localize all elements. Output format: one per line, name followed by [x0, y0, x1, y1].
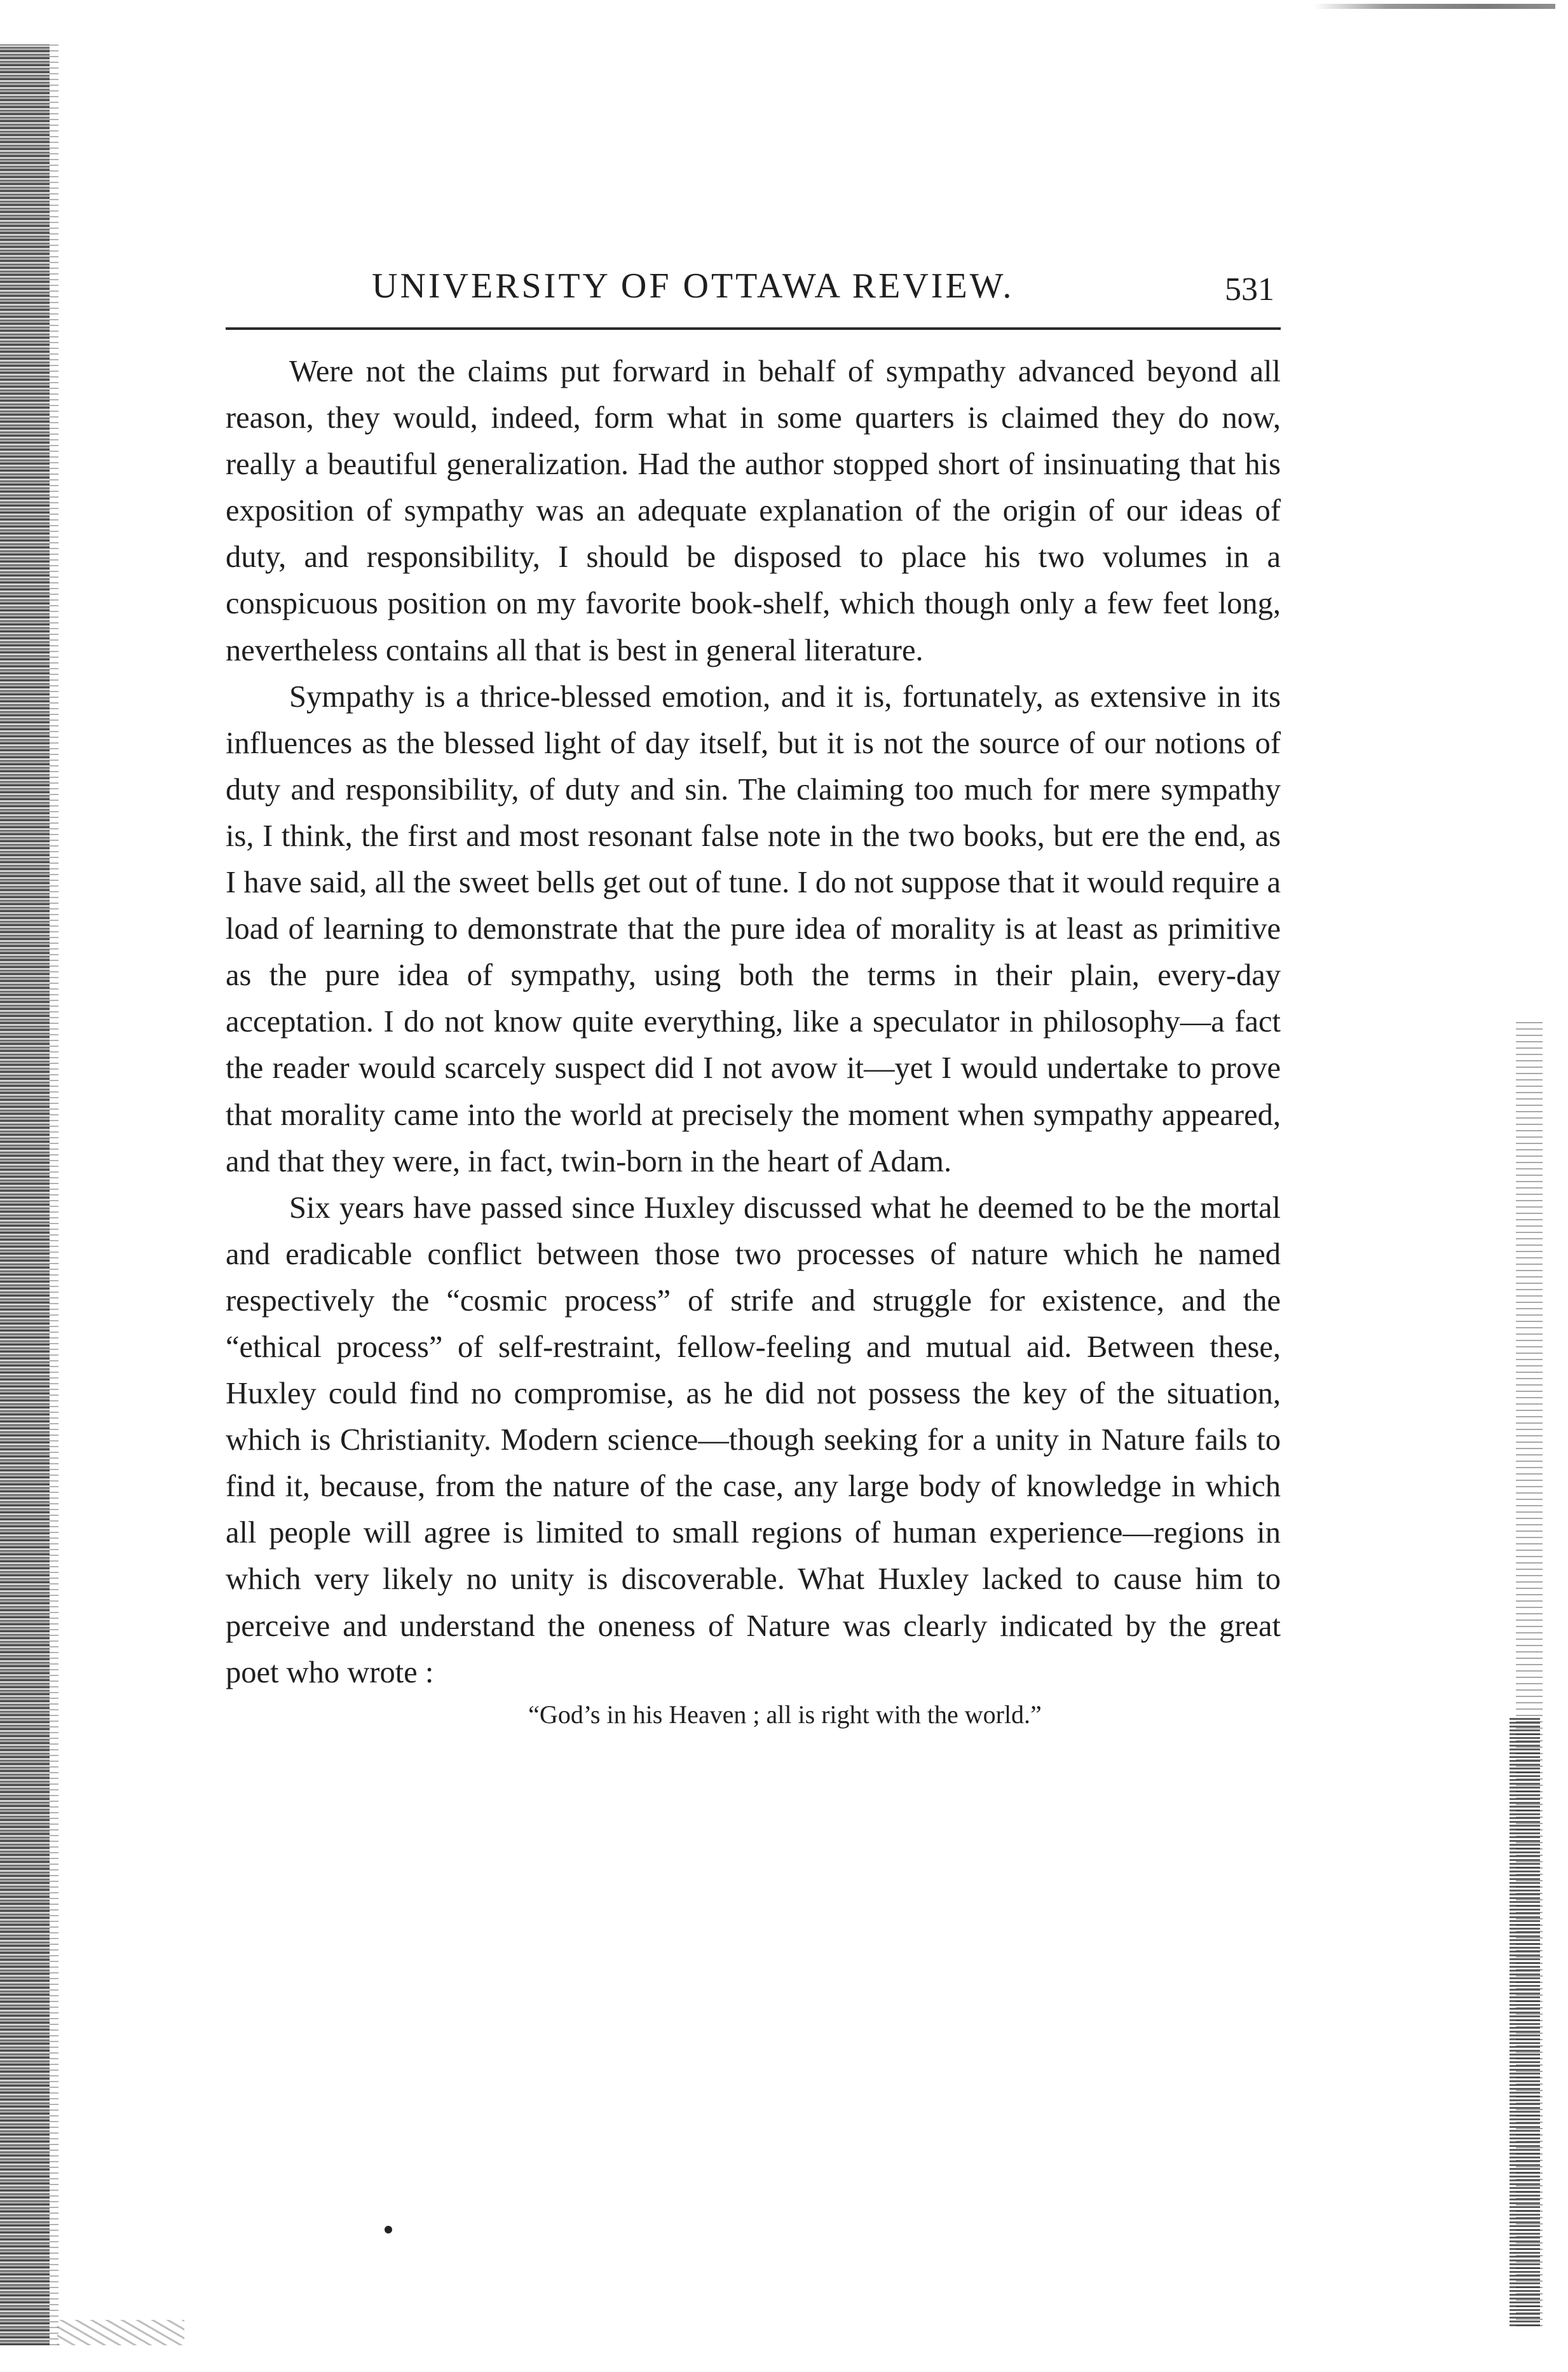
body-text: [226, 348, 1281, 1734]
paragraph-1: Were not the claims put forward in behalf of sympathy advanced beyond all reason, they would, indeed, form what in some quarters is claimed they do now, really a beautiful generalization. Had the author stopped short of insinuating that his exposition of sympathy was an adequate explanation of the origin of our ideas of duty, and responsibility, I should be disposed to place his two volumes in a conspicuous position on my favorite book-shelf, which though only a few feet long, nevertheless contains all that is best in general literature.: [226, 355, 1281, 667]
paragraph-3: Six years have passed since Huxley discussed what he deemed to be the mortal and eradicable conflict between those two processes of nature which he named respectively the “cosmic process” of strife and struggle for existence, and the “ethical process” of self-restraint, fellow-feeling and mutual aid. Between these, Huxley could find no compromise, as he did not possess the key of the situation, which is Christianity. Modern science—though seeking for a unity in Nature fails to find it, because, from the nature of the case, any large body of knowledge in which all people will agree is limited to small regions of human experience—regions in which very likely no unity is discoverable. What Huxley lacked to cause him to perceive and understand the oneness of Nature was clearly indicated by the great poet who wrote :: [226, 1190, 1281, 1689]
journal-title: UNIVERSITY OF OTTAWA REVIEW.: [372, 266, 1014, 306]
header-rule: [226, 327, 1281, 330]
scan-right-artifact-dense: [1510, 1716, 1540, 2326]
scan-top-smudge: [1314, 4, 1555, 9]
scan-binding-edge: [0, 44, 50, 2345]
paragraph-2: Sympathy is a thrice-blessed emotion, and it is, fortunately, as extensive in its influences as the blessed light of day itself, but it is not the source of our notions of duty and responsibility, of duty and sin. The claiming too much for mere sympathy is, I think, the first and most resonant false note in the two books, but ere the end, as I have said, all the sweet bells get out of tune. I do not suppose that it would require a load of learning to demonstrate that the pure idea of morality is at least as primitive as the pure idea of sympathy, using both the terms in their plain, every-day acceptation. I do not know quite everything, like a speculator in philosophy—a fact the reader would scarcely suspect did I not avow it—yet I would undertake to prove that morality came into the world at precisely the moment when sympathy appeared, and that they were, in fact, twin-born in the heart of Adam.: [226, 679, 1281, 1178]
closing-quote: “God’s in his Heaven ; all is right with the world.”: [528, 1700, 1042, 1729]
scan-bottom-smudge: [57, 2320, 184, 2345]
running-header: [226, 266, 1281, 317]
page-number: 531: [1225, 271, 1274, 308]
stray-ink-dot: [385, 2226, 392, 2233]
